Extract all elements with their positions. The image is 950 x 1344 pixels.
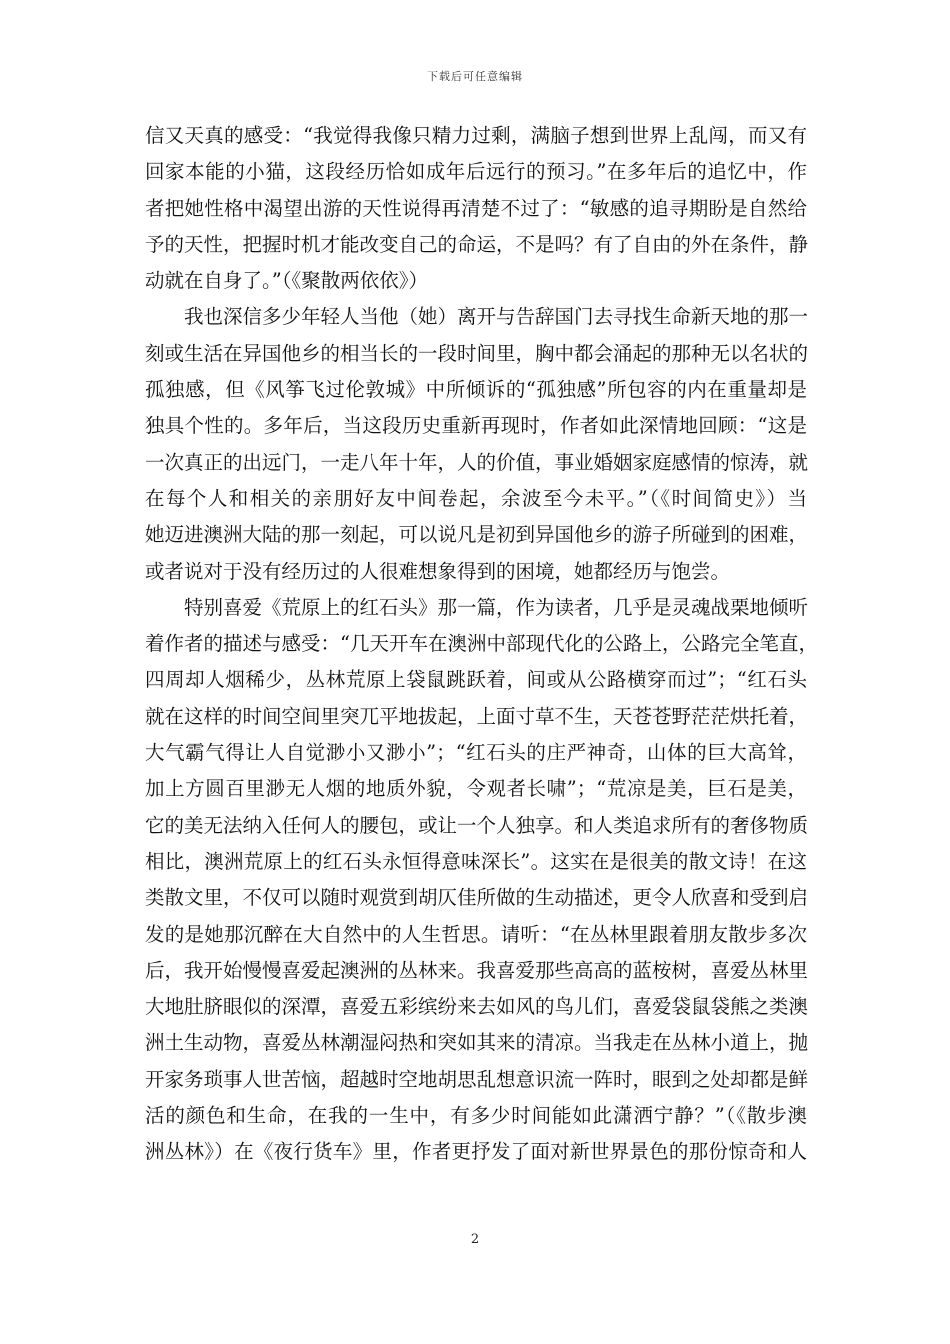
text-line: 予的天性，把握时机才能改变自己的命运，不是吗？有了自由的外在条件，静 — [145, 232, 809, 256]
text-line: 它的美无法纳入任何人的腰包，或让一个人独享。和人类追求所有的奢侈物质 — [145, 813, 809, 837]
text-line: 类散文里，不仅可以随时观赏到胡仄佳所做的生动描述，更令人欣喜和受到启 — [145, 886, 809, 910]
text-line: 相比，澳洲荒原上的红石头永恒得意味深长”。这实在是很美的散文诗！在这 — [145, 849, 807, 873]
text-line: 四周却人烟稀少，丛林荒原上袋鼠跳跃着，间或从公路横穿而过”；“红石头 — [145, 668, 807, 692]
text-line: 后，我开始慢慢喜爱起澳洲的丛林来。我喜爱那些高高的蓝桉树，喜爱丛林里 — [145, 958, 809, 982]
text-line: 者把她性格中渴望出游的天性说得再清楚不过了：“敏感的追寻期盼是自然给 — [145, 196, 807, 220]
text-line: 活的颜色和生命，在我的一生中，有多少时间能如此潇洒宁静？”（《散步澳 — [145, 1104, 807, 1128]
text-line: 加上方圆百里渺无人烟的地质外貌，令观者长啸”；“荒凉是美，巨石是美， — [145, 777, 807, 801]
page-header: 下载后可任意编辑 — [427, 70, 523, 83]
text-line: 独具个性的。多年后，当这段历史重新再现时，作者如此深情地回顾：“这是 — [145, 414, 807, 438]
text-line: 特别喜爱《荒原上的红石头》那一篇，作为读者，几乎是灵魂战栗地倾听 — [184, 595, 809, 619]
text-line: 就在这样的时间空间里突兀平地拔起，上面寸草不生，天苍苍野茫茫烘托着， — [145, 704, 809, 728]
text-line: 着作者的描述与感受：“几天开车在澳洲中部现代化的公路上，公路完全笔直， — [145, 632, 818, 656]
text-line: 信又天真的感受：“我觉得我像只精力过剩，满脑子想到世界上乱闯，而又有 — [145, 124, 807, 147]
text-line: 发的是她那沉醉在大自然中的人生哲思。请听：“在丛林里跟着朋友散步多次 — [145, 922, 807, 946]
document-body — [145, 118, 818, 1171]
text-line: 刻或生活在异国他乡的相当长的一段时间里，胸中都会涌起的那种无以名状的 — [145, 341, 809, 365]
text-line: 大地肚脐眼似的深潭，喜爱五彩缤纷来去如风的鸟儿们，喜爱袋鼠袋熊之类澳 — [145, 995, 809, 1019]
text-line: 或者说对于没有经历过的人很难想象得到的困境，她都经历与饱尝。 — [145, 559, 731, 583]
text-line: 开家务琐事人世苦恼，超越时空地胡思乱想意识流一阵时，眼到之处却都是鲜 — [145, 1067, 809, 1091]
text-line: 在每个人和相关的亲朋好友中间卷起，余波至今未平。”（《时间简史》）当 — [145, 486, 807, 510]
text-line: 一次真正的出远门，一走八年十年，人的价值，事业婚姻家庭感情的惊涛，就 — [145, 450, 809, 474]
text-line: 动就在自身了。”（《聚散两依依》） — [145, 269, 428, 293]
text-line: 孤独感，但《风筝飞过伦敦城》中所倾诉的“孤独感”所包容的内在重量却是 — [145, 378, 807, 402]
text-line: 洲丛林》）在《夜行货车》里，作者更抒发了面对新世界景色的那份惊奇和人 — [145, 1140, 807, 1164]
page-number: 2 — [470, 1232, 480, 1247]
text-line: 洲土生动物，喜爱丛林潮湿闷热和突如其来的清凉。当我走在丛林小道上，抛 — [145, 1031, 809, 1055]
text-line: 回家本能的小猫，这段经历恰如成年后远行的预习。”在多年后的追忆中，作 — [145, 160, 807, 184]
text-line: 我也深信多少年轻人当他（她）离开与告辞国门去寻找生命新天地的那一 — [184, 305, 809, 329]
text-line: 她迈进澳洲大陆的那一刻起，可以说凡是初到异国他乡的游子所碰到的困难， — [145, 523, 809, 547]
text-line: 大气霸气得让人自觉渺小又渺小”；“红石头的庄严神奇，山体的巨大高耸， — [145, 741, 807, 765]
